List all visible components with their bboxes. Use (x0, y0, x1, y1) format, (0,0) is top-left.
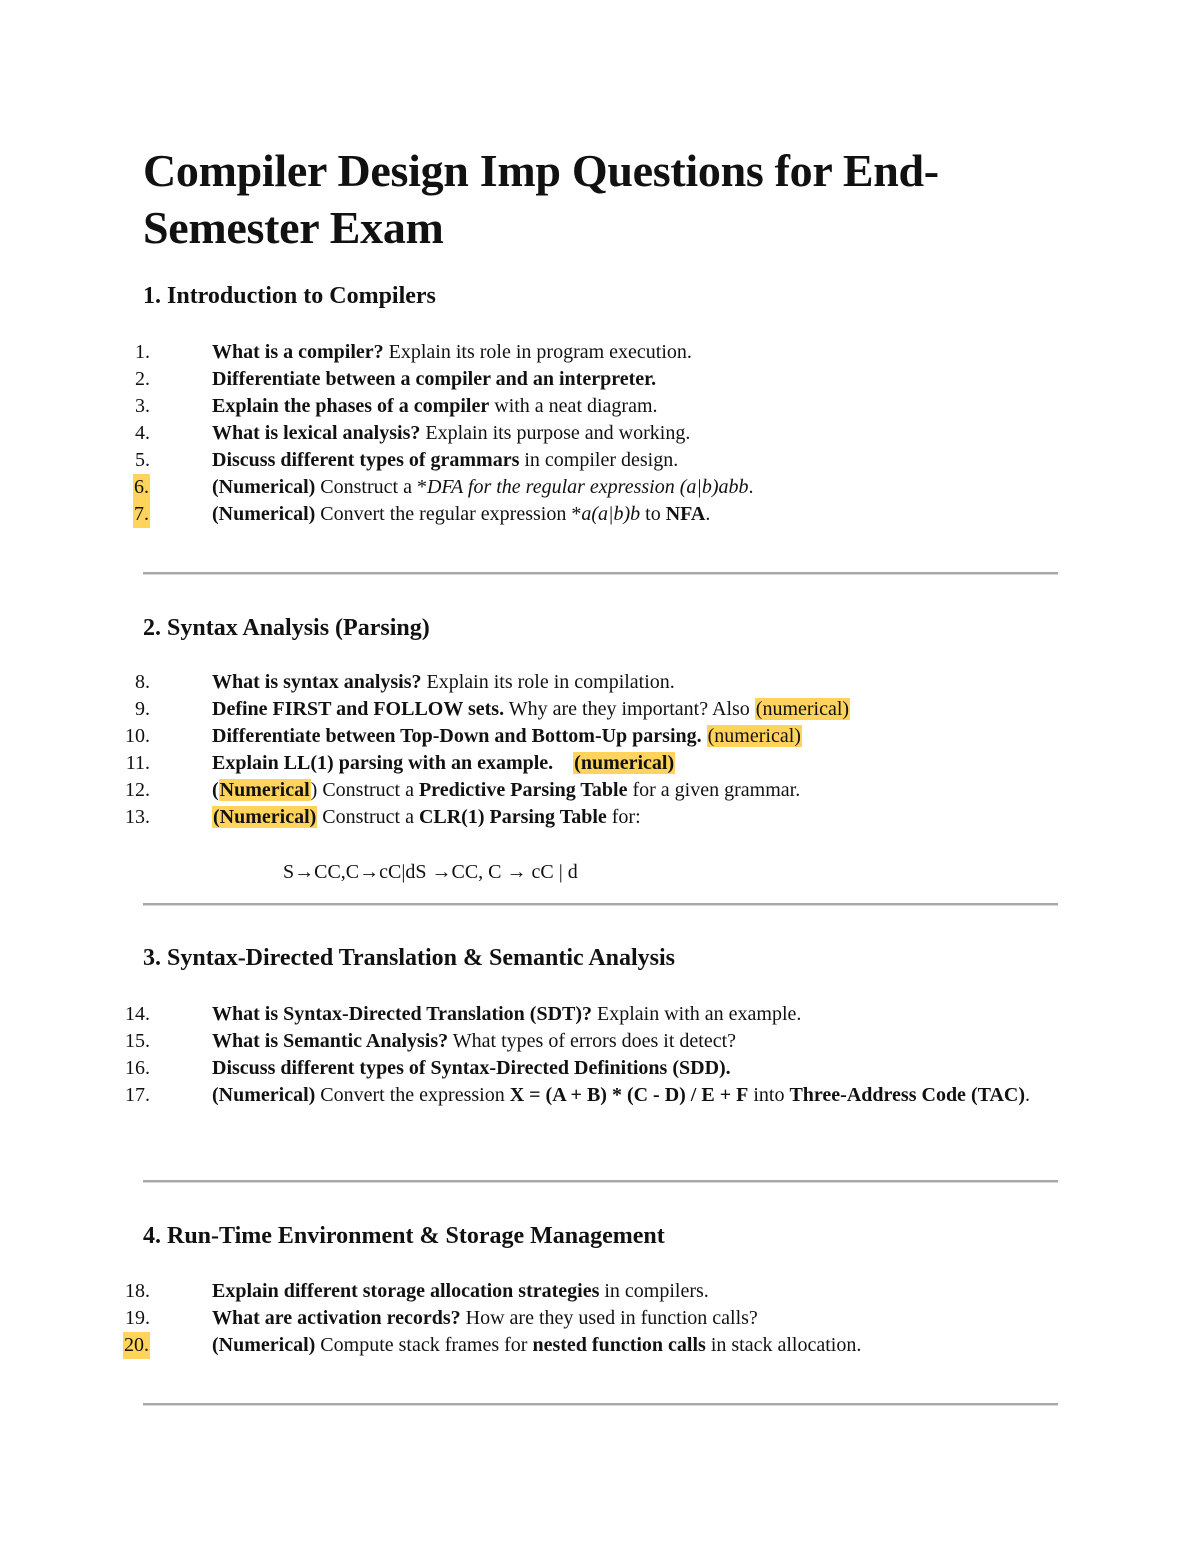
question-bold-text: Explain LL(1) parsing with an example. (212, 752, 554, 774)
paren-open: ( (212, 779, 219, 801)
list-item (125, 777, 1058, 804)
item-number-highlighted: 6. (133, 474, 150, 501)
list-item (134, 474, 1058, 501)
item-number: 4. (135, 422, 150, 444)
list-item (125, 1028, 1058, 1055)
question-bold-text: What is a compiler? (212, 341, 384, 363)
item-number: 9. (135, 698, 150, 720)
question-bold-text: nested function calls (532, 1334, 706, 1356)
list-item (125, 1278, 1058, 1305)
list-item (135, 393, 1058, 420)
list-item (135, 339, 1058, 366)
item-number: 5. (135, 449, 150, 471)
list-item (135, 447, 1058, 474)
question-text: Why are they important? Also (504, 698, 750, 720)
list-item (125, 750, 1058, 777)
numerical-highlight: (numerical) (707, 725, 801, 747)
question-text: in stack allocation. (705, 1334, 862, 1356)
question-text: Explain its role in compilation. (421, 671, 675, 693)
item-number: 19. (125, 1307, 150, 1329)
question-bold-text: Discuss different types of grammars (212, 449, 520, 471)
item-number: 16. (125, 1057, 150, 1079)
question-bold-text: NFA (665, 503, 706, 525)
question-text: in compiler design. (519, 449, 679, 471)
item-number-highlighted: 7. (133, 501, 150, 528)
question-bold-text: Differentiate between Top-Down and Bottom-Up parsing. (212, 725, 702, 747)
horizontal-rule (143, 572, 1058, 575)
list-item (125, 804, 1058, 831)
question-bold-text: What is Syntax-Directed Translation (SDT)? (212, 1003, 593, 1025)
question-text: . (748, 476, 754, 498)
item-number: 12. (125, 779, 150, 801)
item-number: 17. (125, 1084, 150, 1106)
list-item (135, 420, 1058, 447)
question-bold-text: Explain different storage allocation strategies (212, 1280, 600, 1302)
question-text: for a given grammar. (627, 779, 801, 801)
grammar-equation: S→CC,C→cC|dS →CC, C → cC | d (283, 861, 578, 883)
horizontal-rule (143, 1180, 1058, 1183)
item-number: 1. (135, 341, 150, 363)
question-italic-text: a(a|b)b (581, 503, 641, 525)
section-heading-introduction: 1. Introduction to Compilers (143, 283, 436, 309)
numerical-highlight: (numerical) (574, 752, 675, 774)
question-text: Construct a * (315, 476, 427, 498)
list-item (135, 669, 1058, 696)
numerical-highlight: (numerical) (755, 698, 850, 720)
question-bold-text: What are activation records? (212, 1307, 461, 1329)
item-number: 15. (125, 1030, 150, 1052)
page-title: Compiler Design Imp Questions for End-Semester Exam (143, 145, 939, 253)
numerical-highlight: Numerical (219, 779, 310, 801)
question-text: ) Construct a (310, 779, 419, 801)
question-text: for: (606, 806, 641, 828)
question-bold-text: Explain the phases of a compiler (212, 395, 490, 417)
question-text: in compilers. (599, 1280, 709, 1302)
numerical-tag: (Numerical) (212, 503, 316, 525)
question-text: . (705, 503, 711, 525)
question-bold-text: What is Semantic Analysis? (212, 1030, 449, 1052)
numerical-tag: (Numerical) (212, 1334, 316, 1356)
list-item (125, 1305, 1058, 1332)
question-text: with a neat diagram. (489, 395, 658, 417)
question-text: Convert the expression (315, 1084, 510, 1106)
section-heading-syntax-analysis: 2. Syntax Analysis (Parsing) (143, 615, 430, 641)
section-heading-runtime-storage: 4. Run-Time Environment & Storage Management (143, 1223, 665, 1249)
horizontal-rule (143, 903, 1058, 906)
list-item (125, 1001, 1058, 1028)
question-bold-text: Three-Address Code (TAC) (789, 1084, 1025, 1106)
question-bold-text: CLR(1) Parsing Table (418, 806, 607, 828)
question-text: into (748, 1084, 790, 1106)
list-item (135, 366, 1058, 393)
list-item (125, 1082, 1058, 1109)
item-number: 3. (135, 395, 150, 417)
question-text: Construct a (317, 806, 419, 828)
list-item (125, 723, 1058, 750)
list-item (134, 501, 1058, 528)
question-text: Explain with an example. (592, 1003, 802, 1025)
question-bold-text: What is lexical analysis? (212, 422, 421, 444)
item-number: 13. (125, 806, 150, 828)
question-text: Convert the regular expression * (315, 503, 582, 525)
numerical-tag: (Numerical) (212, 1084, 316, 1106)
numerical-tag: (Numerical) (212, 476, 316, 498)
item-number: 8. (135, 671, 150, 693)
item-number: 18. (125, 1280, 150, 1302)
section-heading-sdt-semantic: 3. Syntax-Directed Translation & Semantic Analysis (143, 945, 676, 971)
list-item (124, 1332, 1058, 1359)
question-bold-text: Discuss different types of Syntax-Directed Definitions (SDD). (212, 1057, 731, 1079)
item-number-highlighted: 20. (123, 1332, 150, 1359)
question-text: Explain its role in program execution. (383, 341, 692, 363)
question-text: . (1025, 1084, 1030, 1106)
numerical-highlight: (Numerical) (213, 806, 317, 828)
question-text: How are they used in function calls? (460, 1307, 758, 1329)
question-text: Compute stack frames for (315, 1334, 533, 1356)
question-bold-text: Define FIRST and FOLLOW sets. (212, 698, 505, 720)
item-number: 14. (125, 1003, 150, 1025)
question-italic-text: DFA for the regular expression (a|b)abb (426, 476, 749, 498)
item-number: 2. (135, 368, 150, 390)
question-text: to (640, 503, 666, 525)
expression-text: X = (A + B) * (C - D) / E + F (509, 1084, 749, 1106)
horizontal-rule (143, 1403, 1058, 1406)
item-number: 11. (125, 752, 150, 774)
question-text: What types of errors does it detect? (448, 1030, 737, 1052)
item-number: 10. (125, 725, 150, 747)
question-text: Explain its purpose and working. (420, 422, 691, 444)
list-item (135, 696, 1058, 723)
question-bold-text: Differentiate between a compiler and an interpreter. (212, 368, 657, 390)
question-bold-text: What is syntax analysis? (212, 671, 422, 693)
list-item (125, 1055, 1058, 1082)
question-bold-text: Predictive Parsing Table (418, 779, 628, 801)
